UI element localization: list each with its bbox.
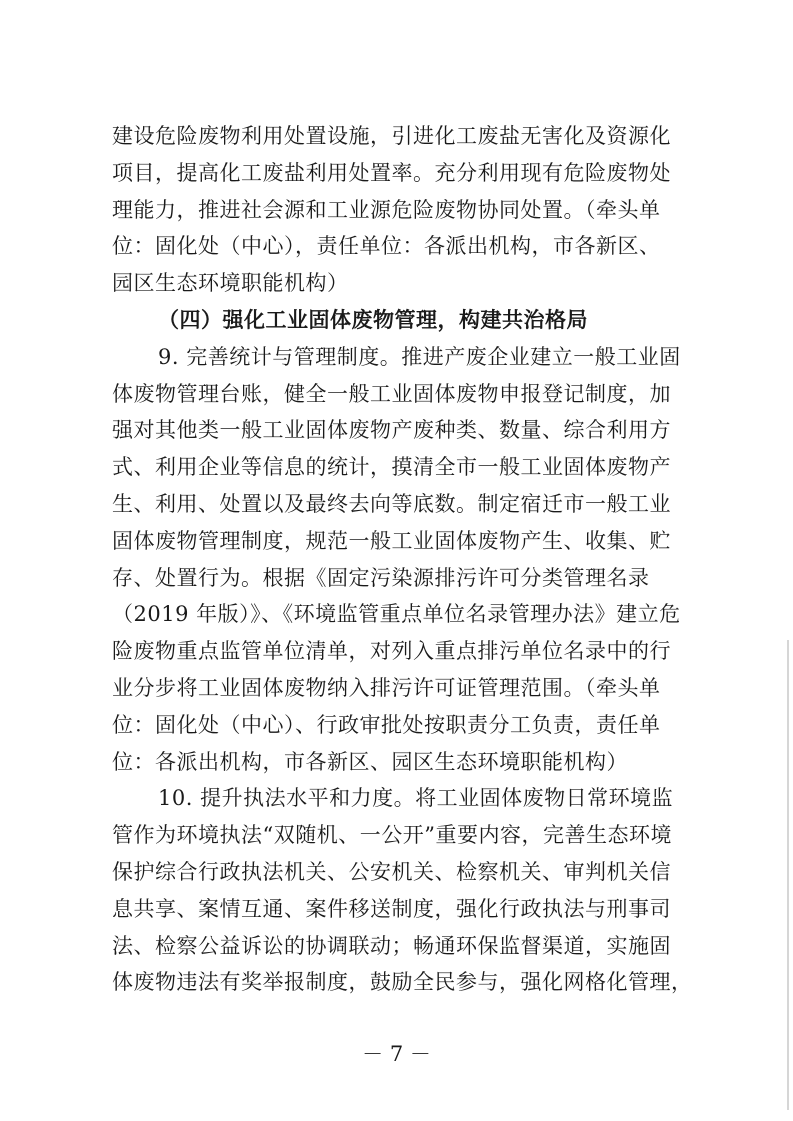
paragraph-9-start: 9. 完善统计与管理制度。推进产废企业建立一般工业固: [158, 344, 681, 369]
text-line: 位：固化处（中心），责任单位：各派出机构，市各新区、: [112, 234, 661, 259]
text-line: 体废物违法有奖举报制度，鼓励全民参与，强化网格化管理，: [112, 970, 693, 995]
text-line: 强对其他类一般工业固体废物产废种类、数量、综合利用方: [112, 418, 671, 443]
text-line: 息共享、案情互通、案件移送制度，强化行政执法与刑事司: [112, 896, 671, 921]
document-body: [112, 118, 692, 1001]
text-line: 体废物管理台账，健全一般工业固体废物申报登记制度，加: [112, 381, 671, 406]
text-line: （2019 年版）》、《环境监管重点单位名录管理办法》建立危: [112, 602, 681, 627]
page-number: － 7 －: [362, 1042, 431, 1066]
text-line: 业分步将工业固体废物纳入排污许可证管理范围。（牵头单: [112, 675, 661, 700]
text-line: 管作为环境执法“双随机、一公开”重要内容，完善生态环境: [112, 823, 672, 848]
text-line: 存、处置行为。根据《固定污染源排污许可分类管理名录: [112, 565, 650, 590]
paragraph-10-start: 10. 提升执法水平和力度。将工业固体废物日常环境监: [158, 786, 674, 811]
section-heading: （四）强化工业固体废物管理，构建共治格局: [158, 307, 588, 332]
text-line: 项目，提高化工废盐利用处置率。充分利用现有危险废物处: [112, 160, 671, 185]
text-line: 建设危险废物利用处置设施，引进化工废盐无害化及资源化: [112, 124, 671, 148]
text-line: 位：各派出机构，市各新区、园区生态环境职能机构）: [112, 749, 628, 774]
text-line: 生、利用、处置以及最终去向等底数。制定宿迁市一般工业: [112, 491, 671, 516]
text-line: 理能力，推进社会源和工业源危险废物协同处置。（牵头单: [112, 197, 661, 222]
text-line: 园区生态环境职能机构）: [112, 271, 349, 296]
text-line: 位：固化处（中心）、行政审批处按职责分工负责，责任单: [112, 712, 661, 737]
scan-edge-shadow: [787, 640, 789, 1110]
text-line: 保护综合行政执法机关、公安机关、检察机关、审判机关信: [112, 859, 671, 884]
text-line: 式、利用企业等信息的统计，摸清全市一般工业固体废物产: [112, 455, 671, 480]
text-line: 法、检察公益诉讼的协调联动；畅通环保监督渠道，实施固: [112, 933, 671, 958]
text-line: 险废物重点监管单位清单，对列入重点排污单位名录中的行: [112, 639, 671, 664]
text-line: 固体废物管理制度，规范一般工业固体废物产生、收集、贮: [112, 528, 671, 553]
